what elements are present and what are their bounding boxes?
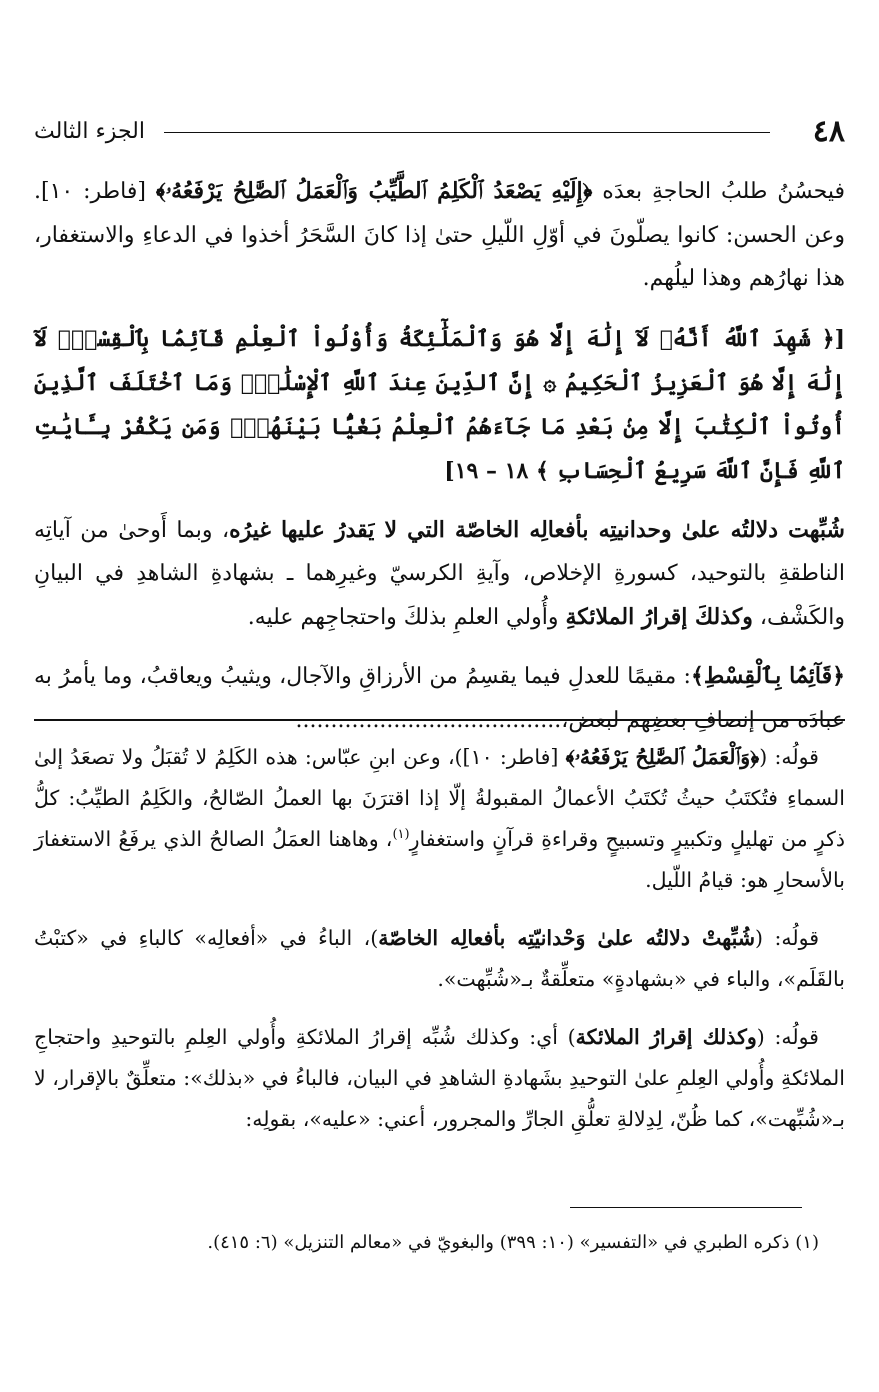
text-run: ) أي: وكذلك شُبِّه إقرارُ الملائكةِ وأُولي العِلمِ بالتوحيدِ واحتجاجِ الملائكةِ وأُولي العِلمِ علىٰ التوحيدِ بشَهادةِ الشاهدِ في البيان، فالباءُ في «بذلك»: متعلِّقٌ بالإقرار، لا بـ«شُبِّهت»، كما ظُنّ، لِدِلالةِ تعلُّقِ الجارِّ والمجرور، أعني: «عليه»، بقولِه: <box>34 1025 845 1131</box>
running-title: الجزء الثالث <box>34 119 145 144</box>
text-run: : مقيمًا للعدلِ فيما يقسِمُ من الأرزاقِ والآجال، ويثيبُ ويعاقبُ، وما يأمرُ به عبادَه من إنصافِ بعضِهم لبعض، <box>34 664 845 733</box>
text-run: [فاطر: ١٠]. وعن الحسن: كانوا يصلّونَ في أوّلِ اللّيلِ حتىٰ إذا كانَ السَّحَرُ أخذوا في الدعاءِ والاستغفار، هذا نهارُهم وهذا ليلُهم. <box>34 179 845 291</box>
page-header <box>34 112 845 152</box>
verse-block: [﴿ شَهِدَ ٱللَّهُ أَنَّهُۥ لَآ إِلَٰهَ إِلَّا هُوَ وَٱلْمَلَٰٓئِكَةُ وَأُوْلُواْ ٱلْعِلْمِ قَآئِمَۢا بِٱلْقِسْطِۚ لَآ إِلَٰهَ إِلَّا هُوَ ٱلْعَزِيزُ ٱلْحَكِيمُ ۞ إِنَّ ٱلدِّينَ عِندَ ٱللَّهِ ٱلْإِسْلَٰمُۗ وَمَا ٱخْتَلَفَ ٱلَّذِينَ أُوتُواْ ٱلْكِتَٰبَ إِلَّا مِنۢ بَعْدِ مَا جَآءَهُمُ ٱلْعِلْمُ بَغْيًۢا بَيْنَهُمْۗ وَمَن يَكْفُرْ بِـَٔايَٰتِ ٱللَّهِ فَإِنَّ ٱللَّهَ سَرِيعُ ٱلْحِسَابِ ﴾ ١٨ – ١٩] <box>34 325 845 484</box>
quran-quote: ﴿إِلَيْهِ يَصْعَدُ ٱلْكَلِمُ ٱلطَّيِّبُ وَٱلْعَمَلُ ٱلصَّٰلِحُ يَرْفَعُهُۥ﴾ <box>155 178 593 204</box>
bold-lemma: وكذلكَ إقرارُ الملائكةِ <box>565 603 753 630</box>
header-rule <box>164 132 770 133</box>
text-run: فيحسُنُ طلبُ الحاجةِ بعدَه <box>592 179 845 204</box>
commentary-divider <box>34 719 845 721</box>
quran-quote: ﴿وَٱلْعَمَلُ ٱلصَّٰلِحُ يَرْفَعُهُۥ﴾ <box>565 745 760 769</box>
footnote <box>34 1228 845 1258</box>
bold-lemma: شُبِّهت دلالتُه علىٰ وحدانيتِه بأفعالِه الخاصّة التي لا يَقدرُ عليها غيرُه <box>229 516 845 543</box>
text-run: وأُولي العلمِ بذلكَ واحتجاجِهم عليه. <box>247 604 566 630</box>
ellipsis-dots: ...................................... <box>295 707 562 733</box>
text-run: قولُه: ( <box>756 1025 819 1049</box>
main-paragraph <box>34 655 845 742</box>
text-run: ، وبما أَوحىٰ من آياتِه الناطقةِ بالتوحيد، كسورةِ الإخلاص، وآيةِ الكرسيّ وغيرِهما ـ بشهادةِ الشاهدِ في البيانِ والكَشْف، <box>34 517 845 630</box>
text-run: ، وهاهنا العمَلُ الصالحُ الذي يرفَعُ الاستغفارَ بالأسحارِ هو: قيامُ اللّيل. <box>34 827 845 892</box>
bold-lemma: وكذلك إقرارُ الملائكة <box>575 1025 757 1049</box>
footnote-text: (١) ذكره الطبري في «التفسير» (١٠: ٣٩٩) والبغويّ في «معالم التنزيل» (٦: ٤١٥). <box>207 1232 819 1253</box>
footnote-ref[interactable]: (١) <box>392 827 410 843</box>
main-paragraph <box>34 509 845 640</box>
commentary-paragraph <box>34 918 845 1000</box>
main-text <box>34 170 845 758</box>
bold-lemma: شُبِّهتْ دلالتُه علىٰ وَحْدانيّتِه بأفعالِه الخاصّة <box>378 926 755 950</box>
page-number: ٤٨ <box>812 114 845 149</box>
text-run: قولُه: ( <box>759 745 819 769</box>
text-run: قولُه: ( <box>755 926 819 950</box>
commentary <box>34 737 845 1157</box>
main-paragraph <box>34 170 845 301</box>
quran-quote: ﴿قَآئِمَۢا بِٱلْقِسْطِ﴾ <box>690 663 846 689</box>
commentary-paragraph <box>34 737 845 901</box>
commentary-paragraph <box>34 1017 845 1140</box>
text-run: [فاطر: ١٠])، وعن ابنِ عبّاس: هذه الكَلِمُ لا تُقبَلُ ولا تصعَدُ إلىٰ السماءِ فتُكتَبُ حيثُ تُكتَبُ الأعمالُ المقبولةُ إلّا إذا اقترَنَ بها العملُ الصّالحُ، والكَلِمُ الطيِّبُ: كلُّ ذكرٍ من تهليلٍ وتكبيرٍ وتسبيحٍ وقراءةِ قرآنٍ واستغفارٍ <box>34 745 845 851</box>
footnote-divider <box>570 1207 802 1208</box>
text-run: )، الباءُ في «أفعالِه» كالباءِ في «كتبْتُ بالقَلَم»، والباء في «بشهادةٍ» متعلِّقةٌ بـ«شُبِّهت». <box>34 926 845 991</box>
